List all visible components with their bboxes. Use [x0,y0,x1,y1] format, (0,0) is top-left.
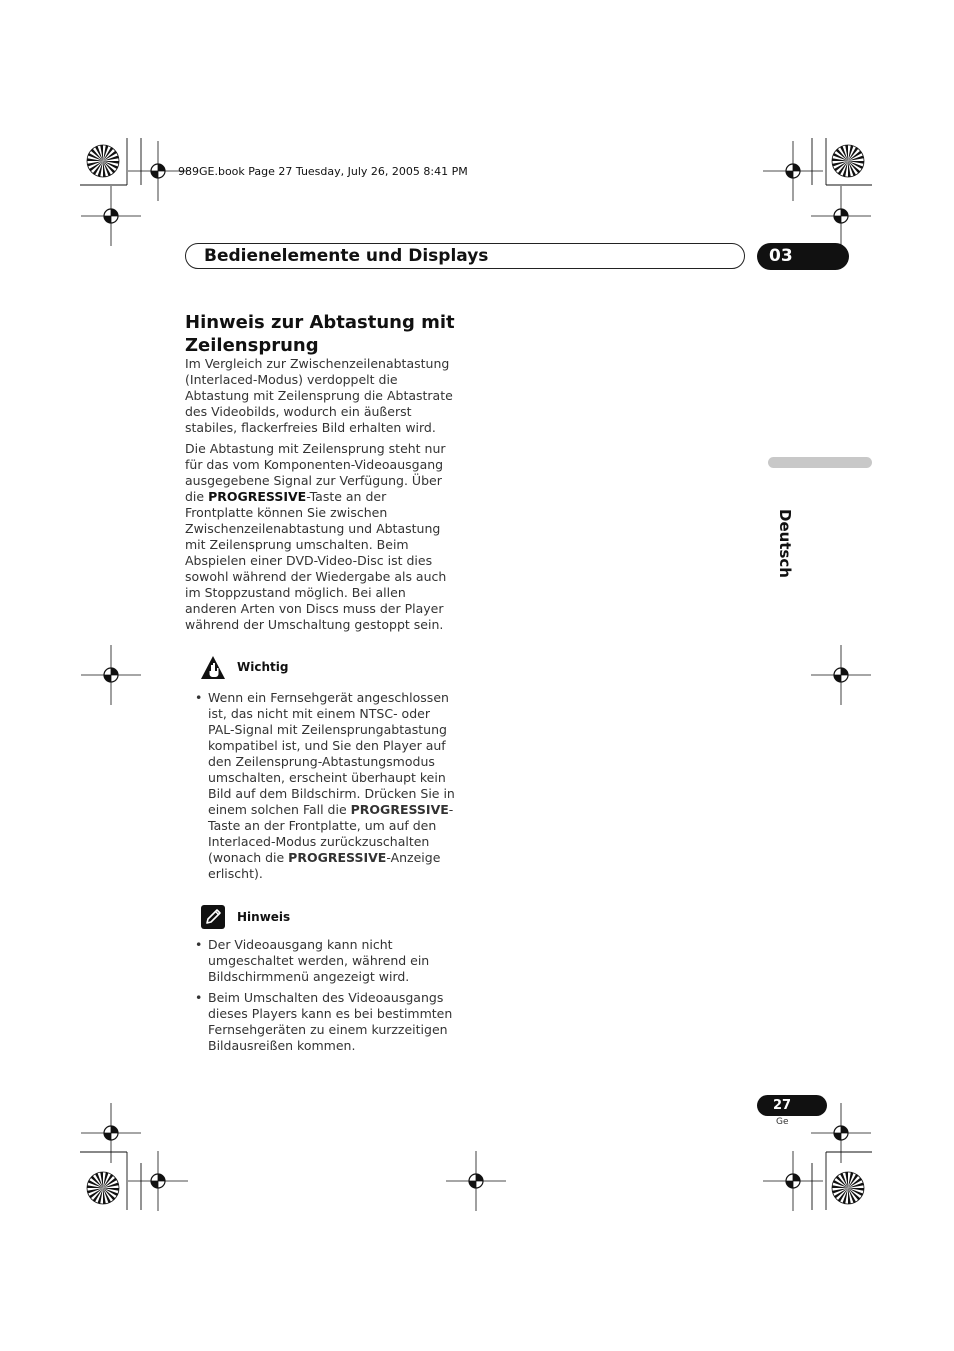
registration-mark-icon [81,645,141,705]
note-label: Hinweis [237,910,291,924]
list-item: • Der Videoausgang kann nicht umgeschaltet werden, während ein Bildschirmmenü angezeigt wird. [193,937,459,985]
registration-mark-icon [811,645,871,705]
language-tab [768,457,872,468]
registration-mark-icon [128,1151,188,1211]
important-label: Wichtig [237,660,289,674]
chapter-title: Bedienelemente und Displays [204,246,489,266]
pencil-note-icon [200,904,226,930]
page-language-code: Ge [776,1117,789,1127]
list-item: • Beim Umschalten des Videoausgangs dieses Players kann es bei bestimmten Fernsehgeräten zu einem kurzzeitigen Bildausreißen kommen. [193,990,459,1054]
warning-hand-icon [200,655,226,681]
language-label: Deutsch [776,509,794,578]
list-item: • Wenn ein Fernsehgerät angeschlossen ist, das nicht mit einem NTSC- oder PAL-Signal mit Zeilensprungabtastung kompatibel ist, und Sie den Player auf den Zeilensprung-Abtastungsmodus umschalten, erscheint überhaupt kein Bild auf dem Bildschirm. Drücken Sie in einem solchen Fall die PROGRESSIVE-Taste an der Frontplatte, um auf den Interlaced-Modus zurückzuschalten (wonach die PROGRESSIVE-Anzeige erlischt). [193,690,459,882]
paragraph-1: Im Vergleich zur Zwischenzeilenabtastung (Interlaced-Modus) verdoppelt die Abtastung mit Zeilensprung die Abtastrate des Videobilds, wodurch ein äußerst stabiles, flackerfreies Bild erhalten wird. [185,356,453,435]
starburst-target-icon [831,1171,865,1205]
progressive-key-label: PROGRESSIVE [208,489,307,504]
page-number: 27 [757,1095,827,1116]
registration-mark-icon [811,186,871,246]
registration-mark-icon [446,1151,506,1211]
note-list [193,937,459,1059]
chapter-number: 03 [757,243,849,270]
section-heading: Hinweis zur Abtastung mit Zeilensprung [185,312,455,356]
chapter-header [185,243,745,269]
registration-mark-icon [763,1151,823,1211]
print-info-line: 989GE.book Page 27 Tuesday, July 26, 2005 8:41 PM [178,165,468,178]
starburst-target-icon [86,144,120,178]
registration-mark-icon [81,186,141,246]
important-list [193,690,459,887]
paragraph-2: Die Abtastung mit Zeilensprung steht nur für das vom Komponenten-Videoausgang ausgegebene Signal zur Verfügung. Über die PROGRESSIVE-Taste an der Frontplatte können Sie zwischen Zwischenzeilenabtastung und Abtastung mit Zeilensprung umschalten. Beim Abspielen einer DVD-Video-Disc ist dies sowohl während der Wiedergabe als auch im Stoppzustand möglich. Bei allen anderen Arten von Discs muss der Player während der Umschaltung gestoppt sein. [185,441,447,632]
starburst-target-icon [86,1171,120,1205]
starburst-target-icon [831,144,865,178]
